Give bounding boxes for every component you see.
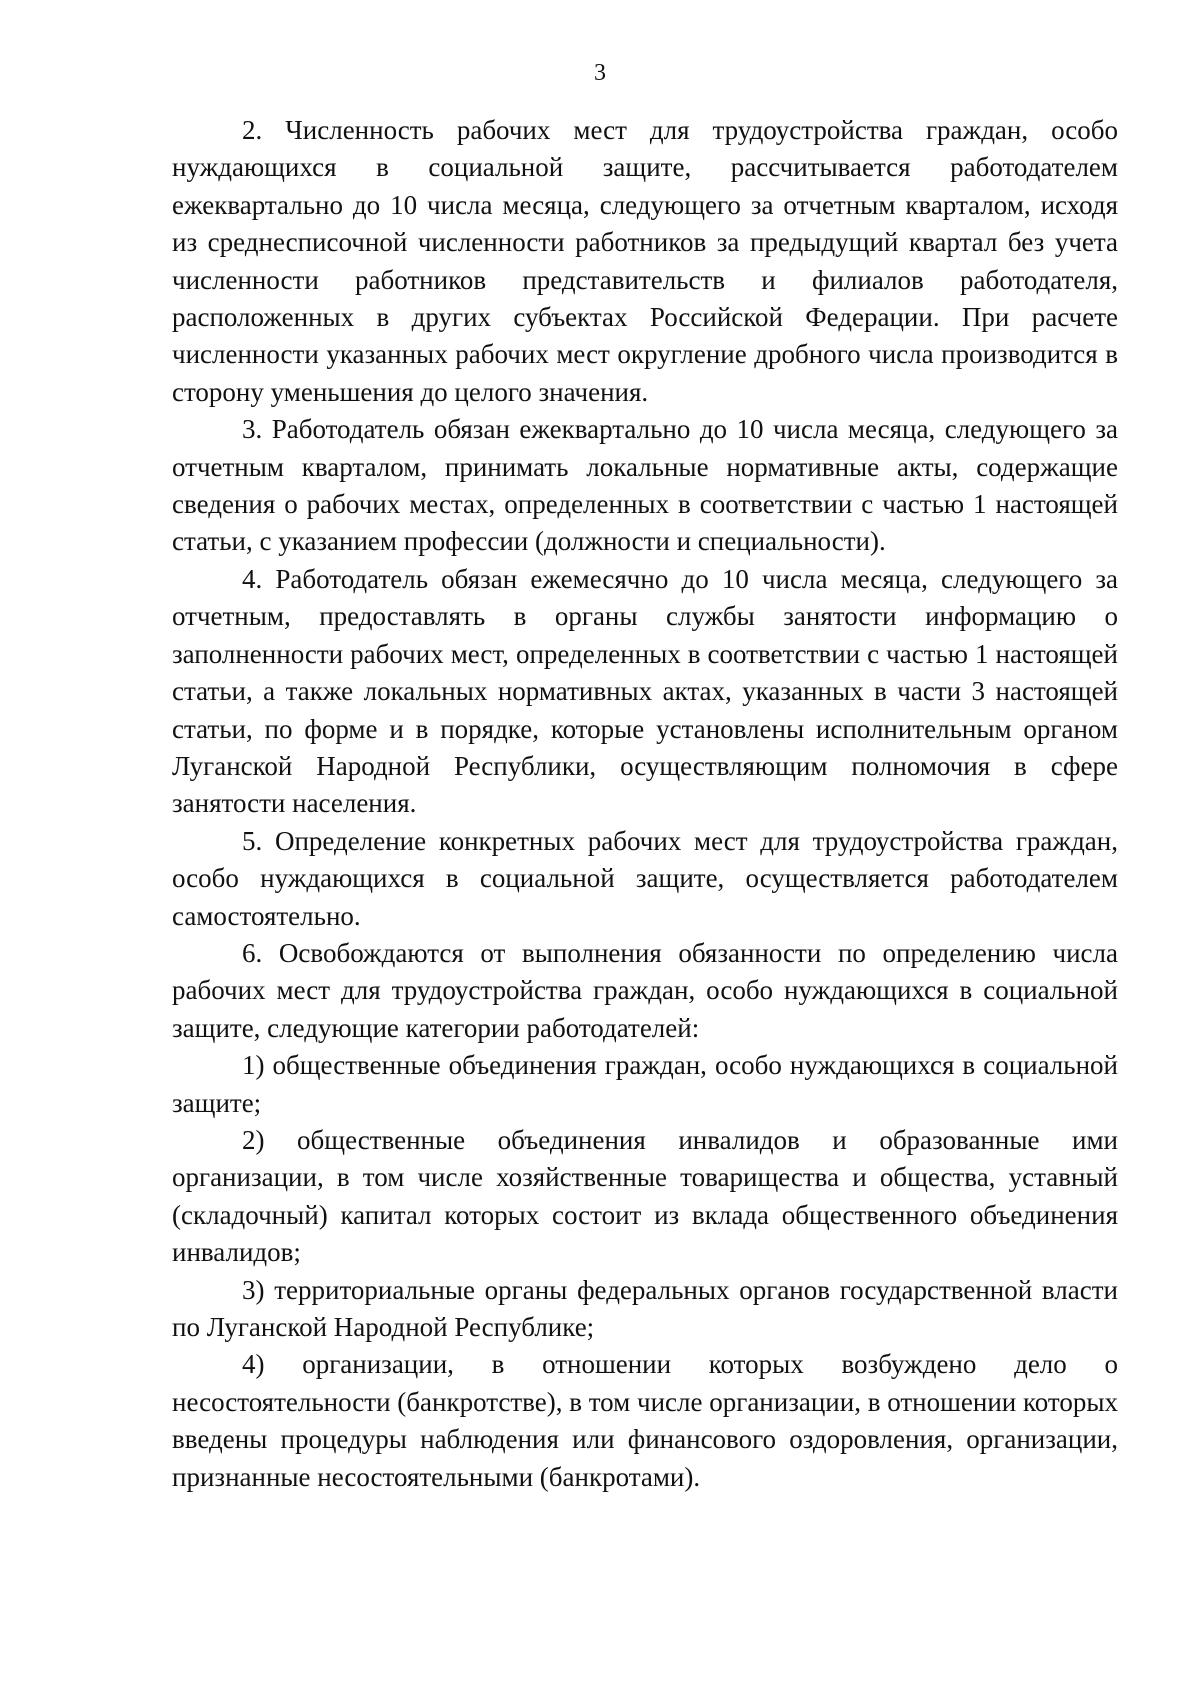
paragraph-part-6: 6. Освобождаются от выполнения обязанности по определению числа рабочих мест для трудоустройства граждан, особо нуждающихся в социальной защите, следующие категории работодателей: — [172, 937, 1118, 1043]
list-item-1: 1) общественные объединения граждан, особо нуждающихся в социальной защите; — [172, 1050, 1118, 1118]
list-item-2: 2) общественные объединения инвалидов и образованные ими организации, в том числе хозяйственные товарищества и общества, уставный (складочный) капитал которых состоит из вклада общественного объединения инвалидов; — [172, 1124, 1118, 1268]
page-number: 3 — [594, 60, 606, 86]
paragraph-part-2: 2. Численность рабочих мест для трудоустройства граждан, особо нуждающихся в социальной защите, рассчитывается работодателем ежеквартально до 10 числа месяца, следующего за отчетным кварталом, исходя из среднесписочной численности работников за предыдущий квартал без учета численности работников представительств и филиалов работодателя, расположенных в других субъектах Российской Федерации. При расчете численности указанных рабочих мест округление дробного числа производится в сторону уменьшения до целого значения. — [172, 115, 1118, 407]
document-body — [172, 112, 1118, 1496]
list-item-3: 3) территориальные органы федеральных органов государственной власти по Луганской Народной Республике; — [172, 1274, 1118, 1342]
paragraph-part-5: 5. Определение конкретных рабочих мест для трудоустройства граждан, особо нуждающихся в социальной защите, осуществляется работодателем самостоятельно. — [172, 825, 1118, 931]
paragraph-part-4: 4. Работодатель обязан ежемесячно до 10 числа месяца, следующего за отчетным, предоставлять в органы службы занятости информацию о заполненности рабочих мест, определенных в соответствии с частью 1 настоящей статьи, а также локальных нормативных актах, указанных в части 3 настоящей статьи, по форме и в порядке, которые установлены исполнительным органом Луганской Народной Республики, осуществляющим полномочия в сфере занятости населения. — [172, 563, 1118, 819]
list-item-4: 4) организации, в отношении которых возбуждено дело о несостоятельности (банкротстве), в том числе организации, в отношении которых введены процедуры наблюдения или финансового оздоровления, организации, признанные несостоятельными (банкротами). — [172, 1349, 1118, 1492]
paragraph-part-3: 3. Работодатель обязан ежеквартально до 10 числа месяца, следующего за отчетным кварталом, принимать локальные нормативные акты, содержащие сведения о рабочих местах, определенных в соответствии с частью 1 настоящей статьи, с указанием профессии (должности и специальности). — [172, 414, 1118, 557]
